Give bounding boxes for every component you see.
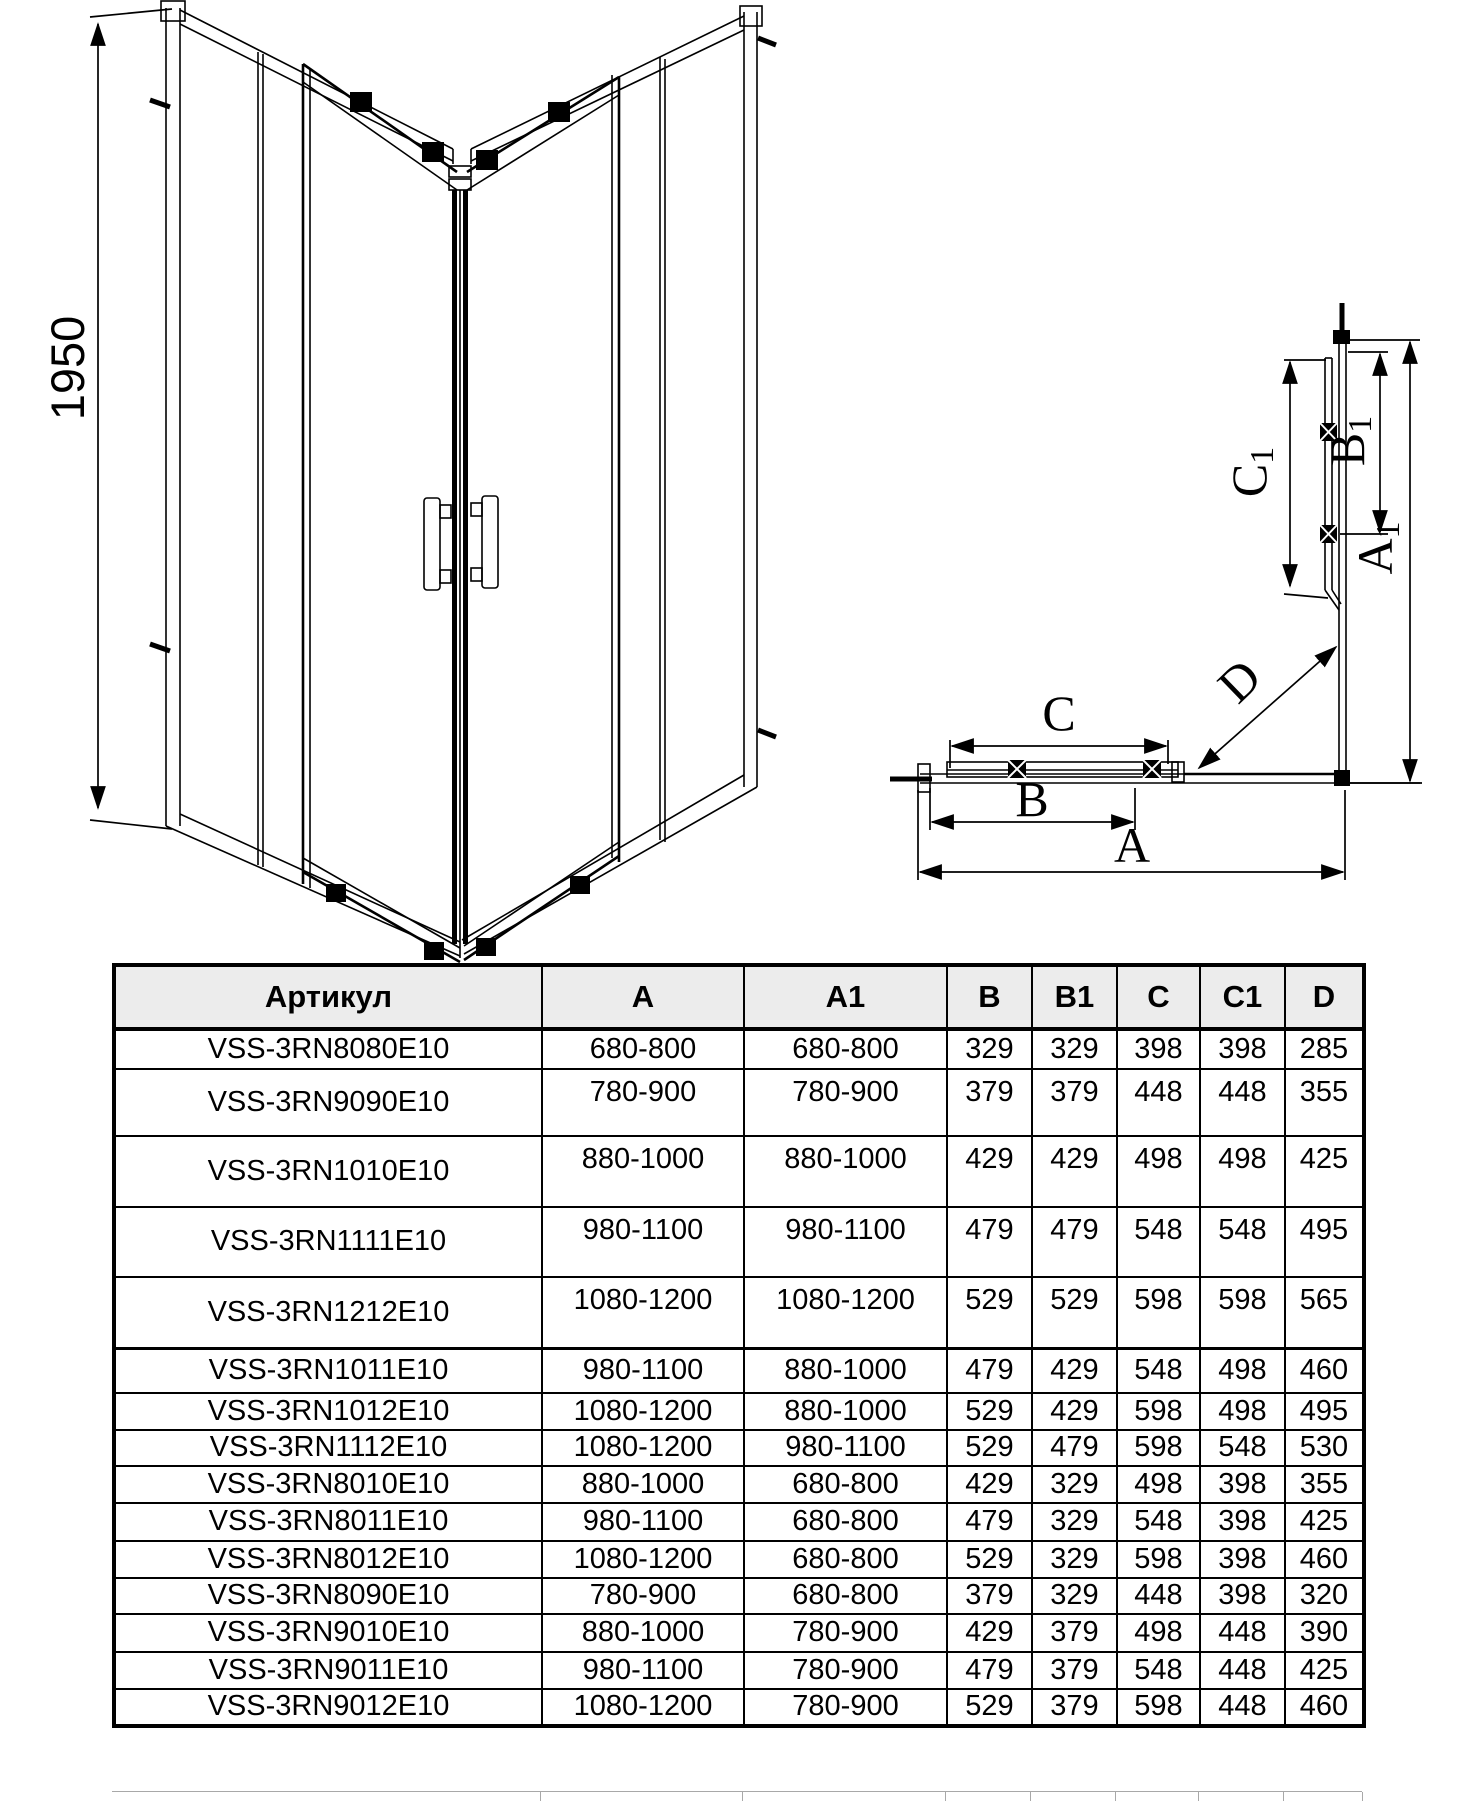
value-cell: 529 bbox=[947, 1430, 1032, 1466]
article-cell: VSS-3RN9090E10 bbox=[114, 1069, 542, 1136]
value-cell: 329 bbox=[1032, 1466, 1117, 1503]
table-row bbox=[114, 1348, 1364, 1393]
value-cell: 448 bbox=[1200, 1652, 1285, 1689]
value-cell: 880-1000 bbox=[744, 1348, 947, 1393]
value-cell: 390 bbox=[1285, 1614, 1364, 1652]
value-cell: 495 bbox=[1285, 1207, 1364, 1277]
table-row bbox=[114, 1503, 1364, 1541]
value-cell: 429 bbox=[1032, 1136, 1117, 1207]
value-cell: 680-800 bbox=[744, 1541, 947, 1578]
value-cell: 548 bbox=[1200, 1430, 1285, 1466]
table-row bbox=[114, 1430, 1364, 1466]
value-cell: 498 bbox=[1200, 1136, 1285, 1207]
value-cell: 548 bbox=[1117, 1348, 1200, 1393]
value-cell: 1080-1200 bbox=[542, 1277, 744, 1348]
dim-label-c1: C1 bbox=[1221, 446, 1281, 498]
dim-c bbox=[950, 685, 1168, 768]
value-cell: 680-800 bbox=[744, 1578, 947, 1614]
dim-d bbox=[1199, 647, 1336, 768]
value-cell: 398 bbox=[1200, 1578, 1285, 1614]
table-row bbox=[114, 1136, 1364, 1207]
value-cell: 398 bbox=[1200, 1541, 1285, 1578]
table-row bbox=[114, 1541, 1364, 1578]
value-cell: 980-1100 bbox=[744, 1207, 947, 1277]
value-cell: 498 bbox=[1200, 1348, 1285, 1393]
value-cell: 448 bbox=[1200, 1069, 1285, 1136]
article-cell: VSS-3RN1011E10 bbox=[114, 1348, 542, 1393]
value-cell: 680-800 bbox=[744, 1466, 947, 1503]
value-cell: 880-1000 bbox=[542, 1614, 744, 1652]
value-cell: 598 bbox=[1117, 1277, 1200, 1348]
value-cell: 780-900 bbox=[744, 1614, 947, 1652]
value-cell: 448 bbox=[1200, 1689, 1285, 1726]
column-header-b1: B1 bbox=[1032, 965, 1117, 1029]
value-cell: 379 bbox=[947, 1578, 1032, 1614]
roller-side-2 bbox=[1320, 525, 1337, 543]
value-cell: 1080-1200 bbox=[542, 1430, 744, 1466]
value-cell: 425 bbox=[1285, 1503, 1364, 1541]
dim-a1 bbox=[1347, 340, 1422, 783]
table-row bbox=[114, 1689, 1364, 1726]
article-cell: VSS-3RN9012E10 bbox=[114, 1689, 542, 1726]
door-handle-right bbox=[471, 496, 498, 588]
dim-a bbox=[918, 790, 1345, 880]
column-header-article: Артикул bbox=[114, 965, 542, 1029]
dim-label-a1: A1 bbox=[1347, 521, 1407, 575]
value-cell: 780-900 bbox=[744, 1689, 947, 1726]
value-cell: 379 bbox=[1032, 1069, 1117, 1136]
value-cell: 355 bbox=[1285, 1069, 1364, 1136]
value-cell: 479 bbox=[947, 1207, 1032, 1277]
article-cell: VSS-3RN8011E10 bbox=[114, 1503, 542, 1541]
value-cell: 329 bbox=[1032, 1029, 1117, 1069]
column-header-b: B bbox=[947, 965, 1032, 1029]
value-cell: 379 bbox=[1032, 1614, 1117, 1652]
article-cell: VSS-3RN1012E10 bbox=[114, 1393, 542, 1430]
article-cell: VSS-3RN8090E10 bbox=[114, 1578, 542, 1614]
value-cell: 498 bbox=[1117, 1614, 1200, 1652]
value-cell: 548 bbox=[1117, 1652, 1200, 1689]
value-cell: 980-1100 bbox=[542, 1503, 744, 1541]
value-cell: 1080-1200 bbox=[542, 1689, 744, 1726]
article-cell: VSS-3RN1212E10 bbox=[114, 1277, 542, 1348]
dim-b bbox=[930, 771, 1135, 830]
dim-b1 bbox=[1319, 352, 1388, 534]
value-cell: 479 bbox=[1032, 1430, 1117, 1466]
value-cell: 379 bbox=[1032, 1689, 1117, 1726]
value-cell: 448 bbox=[1117, 1578, 1200, 1614]
article-cell: VSS-3RN8012E10 bbox=[114, 1541, 542, 1578]
value-cell: 530 bbox=[1285, 1430, 1364, 1466]
front-view-drawing bbox=[0, 0, 820, 990]
column-header-a1: A1 bbox=[744, 965, 947, 1029]
article-cell: VSS-3RN9010E10 bbox=[114, 1614, 542, 1652]
value-cell: 398 bbox=[1200, 1466, 1285, 1503]
column-header-c: C bbox=[1117, 965, 1200, 1029]
value-cell: 329 bbox=[1032, 1578, 1117, 1614]
value-cell: 460 bbox=[1285, 1689, 1364, 1726]
value-cell: 780-900 bbox=[744, 1069, 947, 1136]
value-cell: 980-1100 bbox=[542, 1652, 744, 1689]
table-row bbox=[114, 1652, 1364, 1689]
dim-label-b1: B1 bbox=[1319, 415, 1379, 467]
value-cell: 529 bbox=[947, 1689, 1032, 1726]
value-cell: 329 bbox=[1032, 1541, 1117, 1578]
value-cell: 598 bbox=[1117, 1689, 1200, 1726]
value-cell: 495 bbox=[1285, 1393, 1364, 1430]
table-row bbox=[114, 1393, 1364, 1430]
table-row bbox=[114, 1029, 1364, 1069]
value-cell: 425 bbox=[1285, 1136, 1364, 1207]
value-cell: 880-1000 bbox=[744, 1393, 947, 1430]
value-cell: 780-900 bbox=[744, 1652, 947, 1689]
value-cell: 398 bbox=[1117, 1029, 1200, 1069]
dim-label-d: D bbox=[1206, 648, 1272, 714]
column-header-d: D bbox=[1285, 965, 1364, 1029]
table-header-row bbox=[114, 965, 1364, 1029]
value-cell: 529 bbox=[947, 1277, 1032, 1348]
value-cell: 498 bbox=[1200, 1393, 1285, 1430]
value-cell: 425 bbox=[1285, 1652, 1364, 1689]
table-row bbox=[114, 1614, 1364, 1652]
article-cell: VSS-3RN1010E10 bbox=[114, 1136, 542, 1207]
table-row bbox=[114, 1277, 1364, 1348]
roller-bottom-2 bbox=[1143, 760, 1161, 778]
article-cell: VSS-3RN8010E10 bbox=[114, 1466, 542, 1503]
value-cell: 429 bbox=[947, 1614, 1032, 1652]
article-cell: VSS-3RN8080E10 bbox=[114, 1029, 542, 1069]
dim-label-c: C bbox=[1042, 685, 1076, 741]
value-cell: 680-800 bbox=[744, 1503, 947, 1541]
value-cell: 565 bbox=[1285, 1277, 1364, 1348]
value-cell: 498 bbox=[1117, 1136, 1200, 1207]
value-cell: 355 bbox=[1285, 1466, 1364, 1503]
table-row bbox=[114, 1069, 1364, 1136]
value-cell: 498 bbox=[1117, 1466, 1200, 1503]
value-cell: 880-1000 bbox=[542, 1136, 744, 1207]
value-cell: 680-800 bbox=[744, 1029, 947, 1069]
value-cell: 980-1100 bbox=[542, 1207, 744, 1277]
article-cell: VSS-3RN1112E10 bbox=[114, 1430, 542, 1466]
dim-c1 bbox=[1221, 360, 1328, 598]
height-dim-label: 1950 bbox=[41, 315, 94, 421]
value-cell: 320 bbox=[1285, 1578, 1364, 1614]
value-cell: 529 bbox=[1032, 1277, 1117, 1348]
table-row bbox=[114, 1466, 1364, 1503]
value-cell: 780-900 bbox=[542, 1069, 744, 1136]
value-cell: 598 bbox=[1200, 1277, 1285, 1348]
value-cell: 598 bbox=[1117, 1393, 1200, 1430]
value-cell: 780-900 bbox=[542, 1578, 744, 1614]
value-cell: 448 bbox=[1117, 1069, 1200, 1136]
column-header-a: A bbox=[542, 965, 744, 1029]
value-cell: 448 bbox=[1200, 1614, 1285, 1652]
value-cell: 548 bbox=[1200, 1207, 1285, 1277]
value-cell: 379 bbox=[1032, 1652, 1117, 1689]
value-cell: 548 bbox=[1117, 1207, 1200, 1277]
value-cell: 329 bbox=[947, 1029, 1032, 1069]
value-cell: 980-1100 bbox=[744, 1430, 947, 1466]
value-cell: 285 bbox=[1285, 1029, 1364, 1069]
table-row bbox=[114, 1578, 1364, 1614]
article-cell: VSS-3RN1111E10 bbox=[114, 1207, 542, 1277]
value-cell: 398 bbox=[1200, 1503, 1285, 1541]
column-header-c1: C1 bbox=[1200, 965, 1285, 1029]
value-cell: 460 bbox=[1285, 1541, 1364, 1578]
value-cell: 329 bbox=[1032, 1503, 1117, 1541]
value-cell: 479 bbox=[1032, 1207, 1117, 1277]
value-cell: 398 bbox=[1200, 1029, 1285, 1069]
plan-view-drawing bbox=[740, 250, 1469, 900]
value-cell: 1080-1200 bbox=[542, 1541, 744, 1578]
value-cell: 479 bbox=[947, 1503, 1032, 1541]
table-row bbox=[114, 1207, 1364, 1277]
value-cell: 529 bbox=[947, 1393, 1032, 1430]
value-cell: 460 bbox=[1285, 1348, 1364, 1393]
dim-label-a: A bbox=[1113, 817, 1151, 873]
value-cell: 429 bbox=[1032, 1348, 1117, 1393]
value-cell: 1080-1200 bbox=[744, 1277, 947, 1348]
value-cell: 548 bbox=[1117, 1503, 1200, 1541]
value-cell: 1080-1200 bbox=[542, 1393, 744, 1430]
value-cell: 598 bbox=[1117, 1541, 1200, 1578]
value-cell: 379 bbox=[947, 1069, 1032, 1136]
value-cell: 880-1000 bbox=[744, 1136, 947, 1207]
door-handle-left bbox=[424, 498, 451, 590]
value-cell: 529 bbox=[947, 1541, 1032, 1578]
value-cell: 680-800 bbox=[542, 1029, 744, 1069]
value-cell: 980-1100 bbox=[542, 1348, 744, 1393]
value-cell: 479 bbox=[947, 1348, 1032, 1393]
dimensions-table bbox=[112, 963, 1366, 1728]
height-dimension bbox=[41, 9, 172, 829]
value-cell: 880-1000 bbox=[542, 1466, 744, 1503]
article-cell: VSS-3RN9011E10 bbox=[114, 1652, 542, 1689]
dim-label-b: B bbox=[1015, 771, 1049, 827]
value-cell: 429 bbox=[1032, 1393, 1117, 1430]
value-cell: 598 bbox=[1117, 1430, 1200, 1466]
value-cell: 479 bbox=[947, 1652, 1032, 1689]
value-cell: 429 bbox=[947, 1466, 1032, 1503]
value-cell: 429 bbox=[947, 1136, 1032, 1207]
